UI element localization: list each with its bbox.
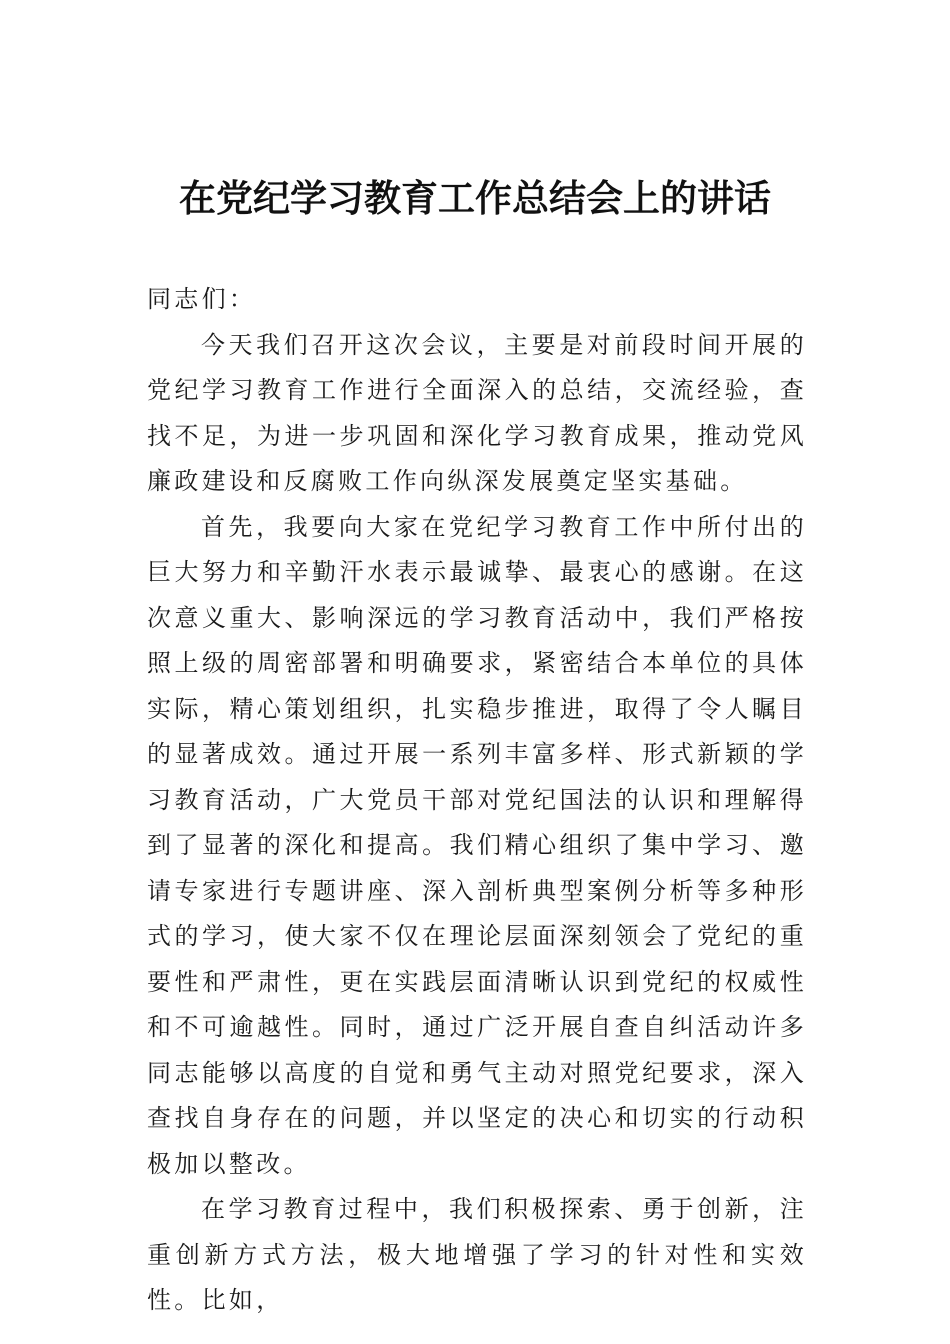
paragraph-1: 今天我们召开这次会议，主要是对前段时间开展的党纪学习教育工作进行全面深入的总结，交流经验，查找不足，为进一步巩固和深化学习教育成果，推动党风廉政建设和反腐败工作向纵深发展奠定坚实基础。 xyxy=(147,330,807,495)
document-body xyxy=(147,277,807,1324)
document-title: 在党纪学习教育工作总结会上的讲话 xyxy=(179,176,771,220)
salutation: 同志们： xyxy=(147,285,257,313)
paragraph-3: 在学习教育过程中，我们积极探索、勇于创新，注重创新方式方法，极大地增强了学习的针对性和实效性。比如， xyxy=(147,1195,807,1314)
paragraph-2: 首先，我要向大家在党纪学习教育工作中所付出的巨大努力和辛勤汗水表示最诚挚、最衷心的感谢。在这次意义重大、影响深远的学习教育活动中，我们严格按照上级的周密部署和明确要求，紧密结合本单位的具体实际，精心策划组织，扎实稳步推进，取得了令人瞩目的显著成效。通过开展一系列丰富多样、形式新颖的学习教育活动，广大党员干部对党纪国法的认识和理解得到了显著的深化和提高。我们精心组织了集中学习、邀请专家进行专题讲座、深入剖析典型案例分析等多种形式的学习，使大家不仅在理论层面深刻领会了党纪的重要性和严肃性，更在实践层面清晰认识到党纪的权威性和不可逾越性。同时，通过广泛开展自查自纠活动许多同志能够以高度的自觉和勇气主动对照党纪要求，深入查找自身存在的问题，并以坚定的决心和切实的行动积极加以整改。 xyxy=(147,512,807,1178)
